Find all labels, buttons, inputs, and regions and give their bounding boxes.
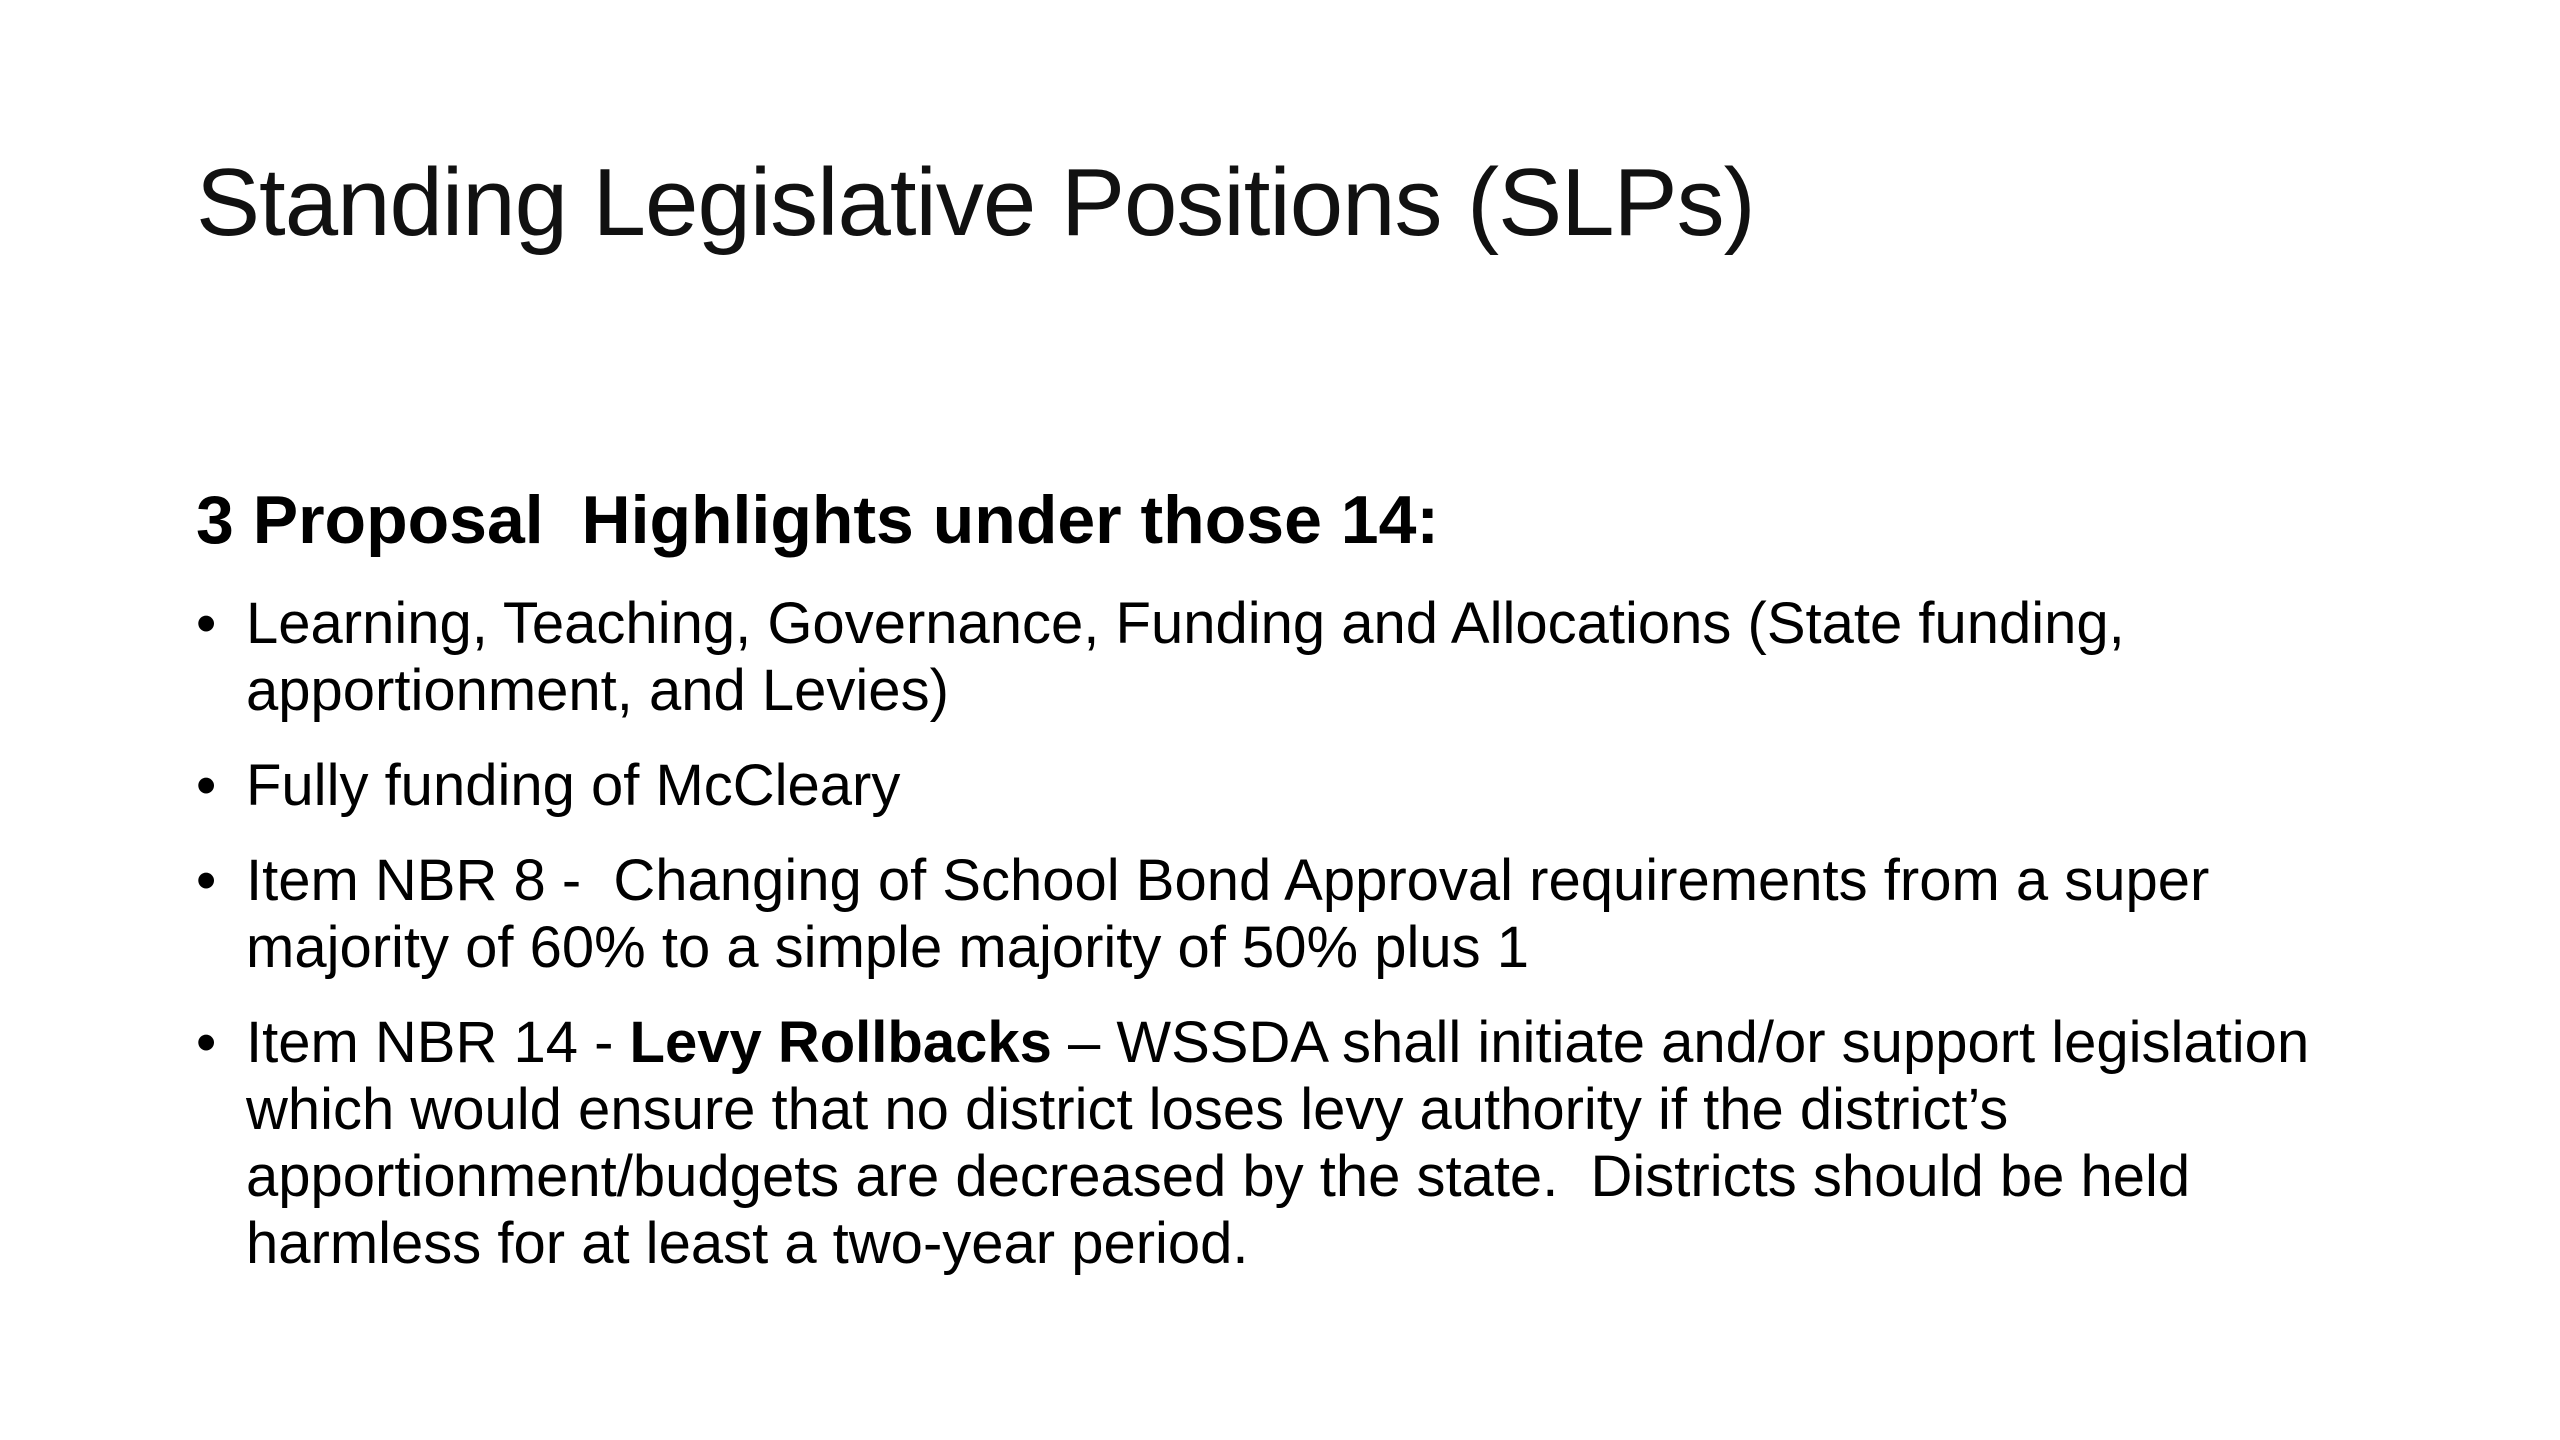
bullet-item bbox=[196, 847, 2376, 981]
bullet-icon: • bbox=[196, 847, 217, 913]
bullet-icon: • bbox=[196, 590, 217, 656]
bullet-icon: • bbox=[196, 1009, 217, 1075]
bullet-item bbox=[196, 590, 2376, 724]
bullet-text-emphasis: Levy Rollbacks bbox=[629, 1009, 1052, 1075]
slide-body bbox=[196, 480, 2376, 1305]
bullet-list bbox=[196, 590, 2376, 1277]
bullet-text: Fully funding of McCleary bbox=[246, 752, 901, 818]
bullet-item bbox=[196, 752, 2376, 819]
bullet-text-suffix: – WSSDA shall initiate and/or support legislation which would ensure that no district loses levy authority if the district’s apportionment/budgets are decreased by the state. Districts should be held harmless for at least a two-year period. bbox=[246, 1009, 2326, 1276]
bullet-text: Item NBR 8 - Changing of School Bond Approval requirements from a super majority of 60% to a simple majority of 50% plus 1 bbox=[246, 847, 2226, 980]
bullet-icon: • bbox=[196, 752, 217, 818]
bullet-text-prefix: Item NBR 14 - bbox=[246, 1009, 630, 1075]
slide-subheading: 3 Proposal Highlights under those 14: bbox=[196, 482, 1440, 558]
bullet-text: Learning, Teaching, Governance, Funding and Allocations (State funding, apportionment, and Levies) bbox=[246, 590, 2141, 723]
slide-title: Standing Legislative Positions (SLPs) bbox=[196, 149, 1755, 256]
bullet-item bbox=[196, 1009, 2376, 1277]
